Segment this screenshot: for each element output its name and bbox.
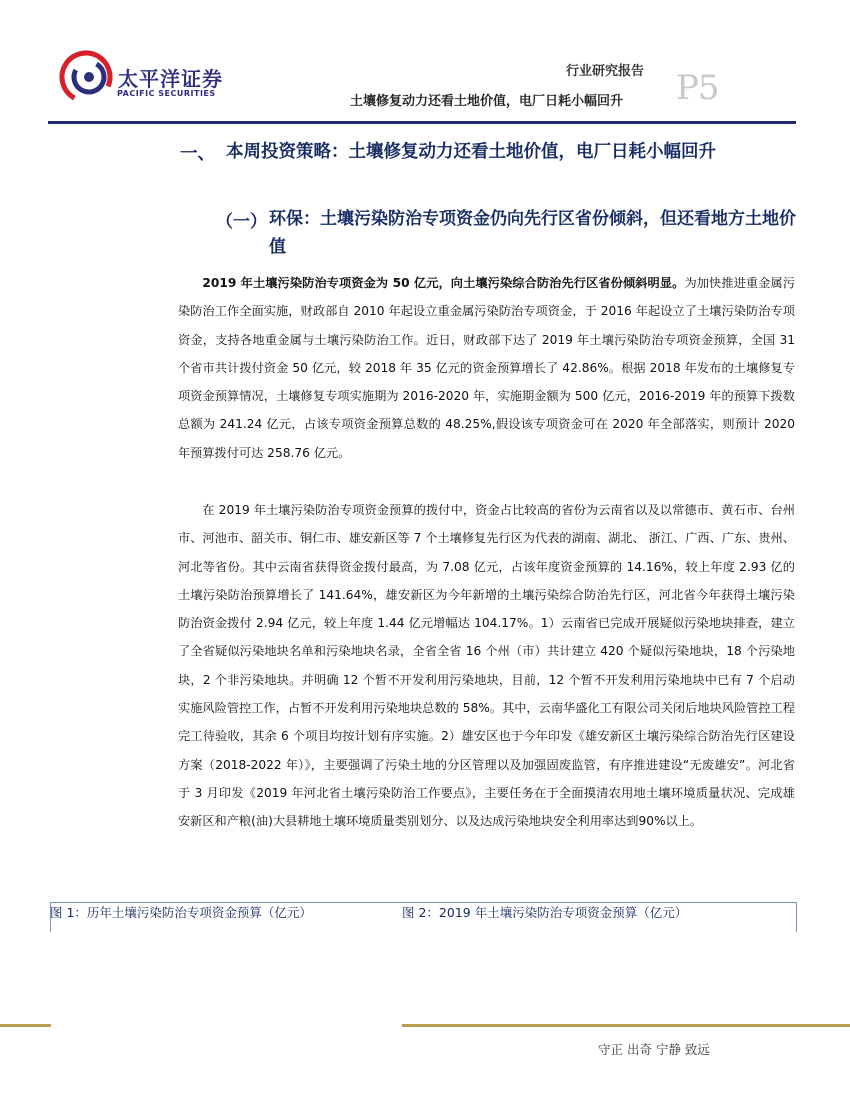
section-title: 本周投资策略：土壤修复动力还看土地价值，电厂日耗小幅回升 bbox=[226, 142, 716, 162]
header-divider bbox=[48, 121, 796, 124]
subsection-number: （一） bbox=[216, 212, 267, 232]
paragraph-1 bbox=[178, 269, 795, 467]
page-number: P5 bbox=[676, 68, 719, 108]
section-number: 一、 bbox=[180, 144, 215, 164]
paragraph-1-lead: 2019 年土壤污染防治专项资金为 50 亿元，向土壤污染综合防治先行区省份倾斜明显。 bbox=[202, 276, 685, 290]
figure-border-right bbox=[796, 902, 797, 932]
figure-1-caption: 图 1：历年土壤污染防治专项资金预算（亿元） bbox=[50, 905, 312, 920]
paragraph-1-body: 为加快推进重金属污染防治工作全面实施，财政部自 2010 年起设立重金属污染防治专项资金，于 2016 年起设立了土壤污染防治专项资金，支持各地重金属与土壤污染防治工作。近日，财政部下达了 2019 年土壤污染防治专项资金预算，全国 31 个省市共计拨付资金 50 亿元，较 2018 年 35 亿元的资金预算增长了 42.86%。根据 2018 年发布的土壤修复专项资金预算情况，土壤修复专项实施期为 2016-2020 年，实施期金额为 500 亿元，2016-2019 年的预算下拨数总额为 241.24 亿元，占该专项资金预算总数的 48.25%,假设该专项资金可在 2020 年全部落实，则预计 2020 年预算拨付可达 258.76 亿元。 bbox=[178, 276, 796, 460]
subsection-title: 环保：土壤污染防治专项资金仍向先行区省份倾斜，但还看地方土地价值 bbox=[269, 209, 796, 257]
footer-rule-right bbox=[402, 1024, 850, 1027]
report-subtitle: 土壤修复动力还看土地价值，电厂日耗小幅回升 bbox=[350, 94, 624, 109]
logo-chinese-name: 太平洋证券 bbox=[118, 67, 223, 91]
logo-english-name: PACIFIC SECURITIES bbox=[117, 89, 216, 98]
footer-rule-left bbox=[0, 1024, 51, 1027]
paragraph-2: 在 2019 年土壤污染防治专项资金预算的拨付中，资金占比较高的省份为云南省以及以常德市、黄石市、台州市、河池市、韶关市、铜仁市、雄安新区等 7 个土壤修复先行区为代表的湖南、湖北、 浙江、广西、广东、贵州、河北等省份。其中云南省获得资金拨付最高，为 7.08 亿元，占该年度资金预算的 14.16%，较上年度 2.93 亿的土壤污染防治预算增长了 141.64%，雄安新区为今年新增的土壤污染综合防治先行区，河北省今年获得土壤污染防治资金拨付 2.94 亿元，较上年度 1.44 亿元增幅达 104.17%。1）云南省已完成开展疑似污染地块排查，建立了全省疑似污染地块名单和污染地块名录，全省全省 16 个州（市）共计建立 420 个疑似污染地块，18 个污染地块，2 个非污染地块。并明确 12 个暂不开发利用污染地块，目前，12 个暂不开发利用污染地块中已有 7 个启动实施风险管控工作，占暂不开发利用污染地块总数的 58%。其中，云南华盛化工有限公司关闭后地块风险管控工程完工待验收，其余 6 个项目均按计划有序实施。2）雄安区也于今年印发《雄安新区土壤污染综合防治先行区建设方案（2018-2022 年）》，主要强调了污染土地的分区管理以及加强固废监管，有序推进建设“无废雄安”。河北省于 3 月印发《2019 年河北省土壤污染防治工作要点》，主要任务在于全面摸清农用地土壤环境质量状况、完成雄安新区和产粮(油)大县耕地土壤环境质量类别划分、以及达成污染地块安全利用率达到90%以上。 bbox=[178, 503, 795, 829]
footer-motto: 守正 出奇 宁静 致远 bbox=[598, 1042, 710, 1057]
report-type: 行业研究报告 bbox=[566, 64, 645, 79]
figure-2-caption: 图 2：2019 年土壤污染防治专项资金预算（亿元） bbox=[402, 905, 688, 920]
